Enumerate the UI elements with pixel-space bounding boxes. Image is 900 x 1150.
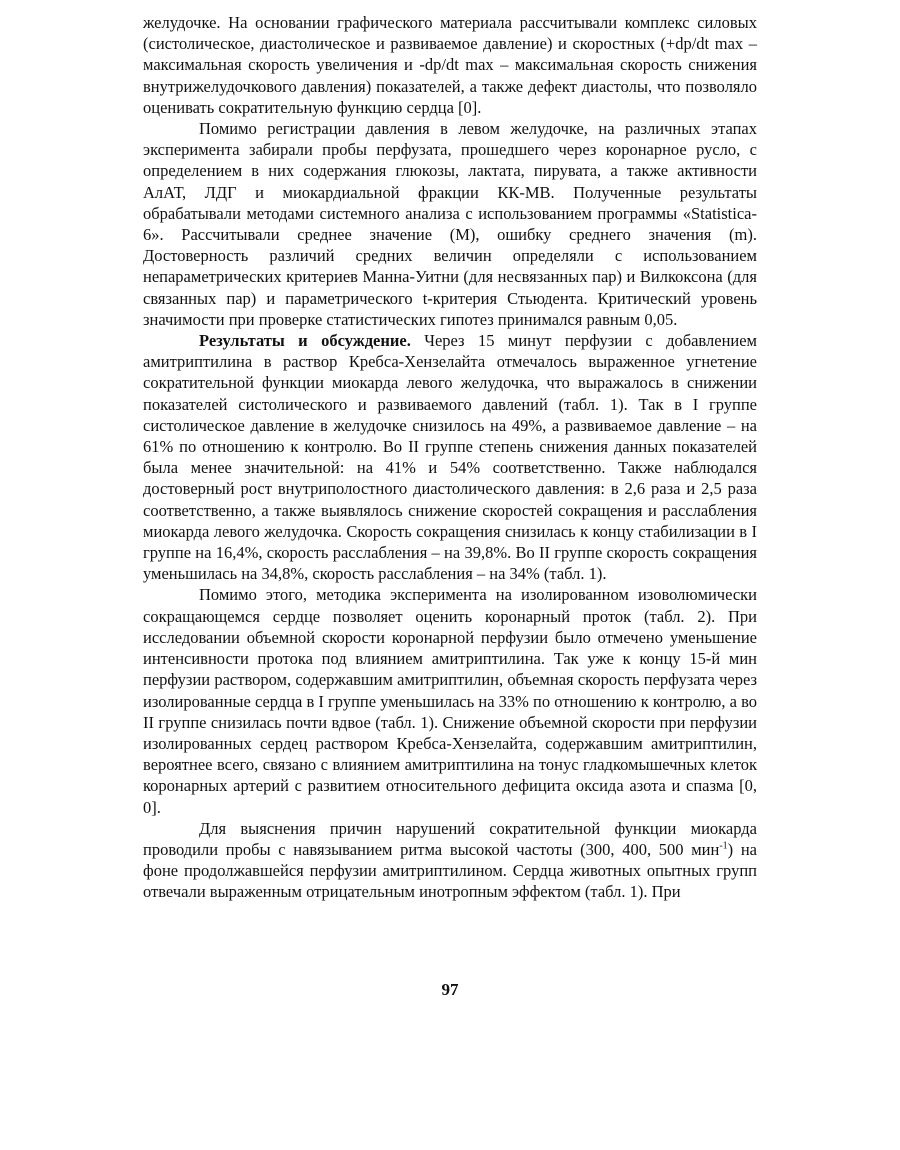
paragraph-text: Через 15 минут перфузии с добавлением амитриптилина в раствор Кребса-Хензелайта отмечалось выраженное угнетение сократительной функции миокарда левого желудочка, что выражалось в снижении показателей систолического и развиваемого давлений (табл. 1). Так в I группе систолическое давление в желудочке снизилось на 49%, а развиваемое давление – на 61% по отношению к контролю. Во II группе степень снижения данных показателей была менее значительной: на 41% и 54% соответственно. Также наблюдался достоверный рост внутриполостного диастолического давления: в 2,6 раза и 2,5 раза соответственно, а также выявлялось снижение скоростей сокращения и расслабления миокарда левого желудочка. Скорость сокращения снизилась к концу стабилизации в I группе на 16,4%, скорость расслабления – на 39,8%. Во II группе скорость сокращения уменьшилась на 34,8%, скорость расслабления – на 34% (табл. 1). <box>143 331 757 584</box>
paragraph-continuation <box>143 12 757 118</box>
paragraph-coronary-flow <box>143 584 757 817</box>
section-heading-results: Результаты и обсуждение. <box>199 331 411 351</box>
paragraph-text: Для выяснения причин нарушений сократительной функции миокарда проводили пробы с навязыванием ритма высокой частоты (300, 400, 500 мин <box>143 818 757 859</box>
paragraph-pacing <box>143 818 757 903</box>
paragraph-text: ) на фоне продолжавшейся перфузии амитриптилином. Сердца животных опытных групп отвечали выраженным отрицательным инотропным эффектом (табл. 1). При <box>143 839 757 902</box>
body-text <box>143 12 757 903</box>
paragraph-methods <box>143 118 757 330</box>
page-number: 97 <box>441 980 459 999</box>
paragraph-text: Помимо регистрации давления в левом желудочке, на различных этапах эксперимента забирали пробы перфузата, прошедшего через коронарное русло, с определением в них содержания глюкозы, лактата, пирувата, а также активности АлАТ, ЛДГ и миокардиальной фракции КК-МВ. Полученные результаты обрабатывали методами системного анализа с использованием программы «Statistica-6». Рассчитывали среднее значение (М), ошибку среднего значения (m). Достоверность различий средних величин определяли с использованием непараметрических критериев Манна-Уитни (для несвязанных пар) и Вилкоксона (для связанных пар) и параметрического t-критерия Стьюдента. Критический уровень значимости при проверке статистических гипотез принимался равным 0,05. <box>143 119 757 329</box>
paragraph-results <box>143 330 757 584</box>
superscript: -1 <box>719 840 728 852</box>
paragraph-text: желудочке. На основании графического материала рассчитывали комплекс силовых (систолическое, диастолическое и развиваемое давление) и скоростных (+dp/dt max – максимальная скорость увеличения и -dp/dt max – максимальная скорость снижения внутрижелудочкового давления) показателей, а также дефект диастолы, что позволяло оценивать сократительную функцию сердца [0]. <box>143 13 757 117</box>
paragraph-text: Помимо этого, методика эксперимента на изолированном изоволюмически сокращающемся сердце позволяет оценить коронарный проток (табл. 2). При исследовании объемной скорости коронарной перфузии было отмечено уменьшение интенсивности протока под влиянием амитриптилина. Так уже к концу 15-й мин перфузии раствором, содержавшим амитриптилин, объемная скорость перфузата через изолированные сердца в I группе уменьшилась на 33% по отношению к контролю, а во II группе снизилась почти вдвое (табл. 1). Снижение объемной скорости при перфузии изолированных сердец раствором Кребса-Хензелайта, содержавшим амитриптилин, вероятнее всего, связано с влиянием амитриптилина на тонус гладкомышечных клеток коронарных артерий с развитием относительного дефицита оксида азота и спазма [0, 0]. <box>143 585 758 817</box>
